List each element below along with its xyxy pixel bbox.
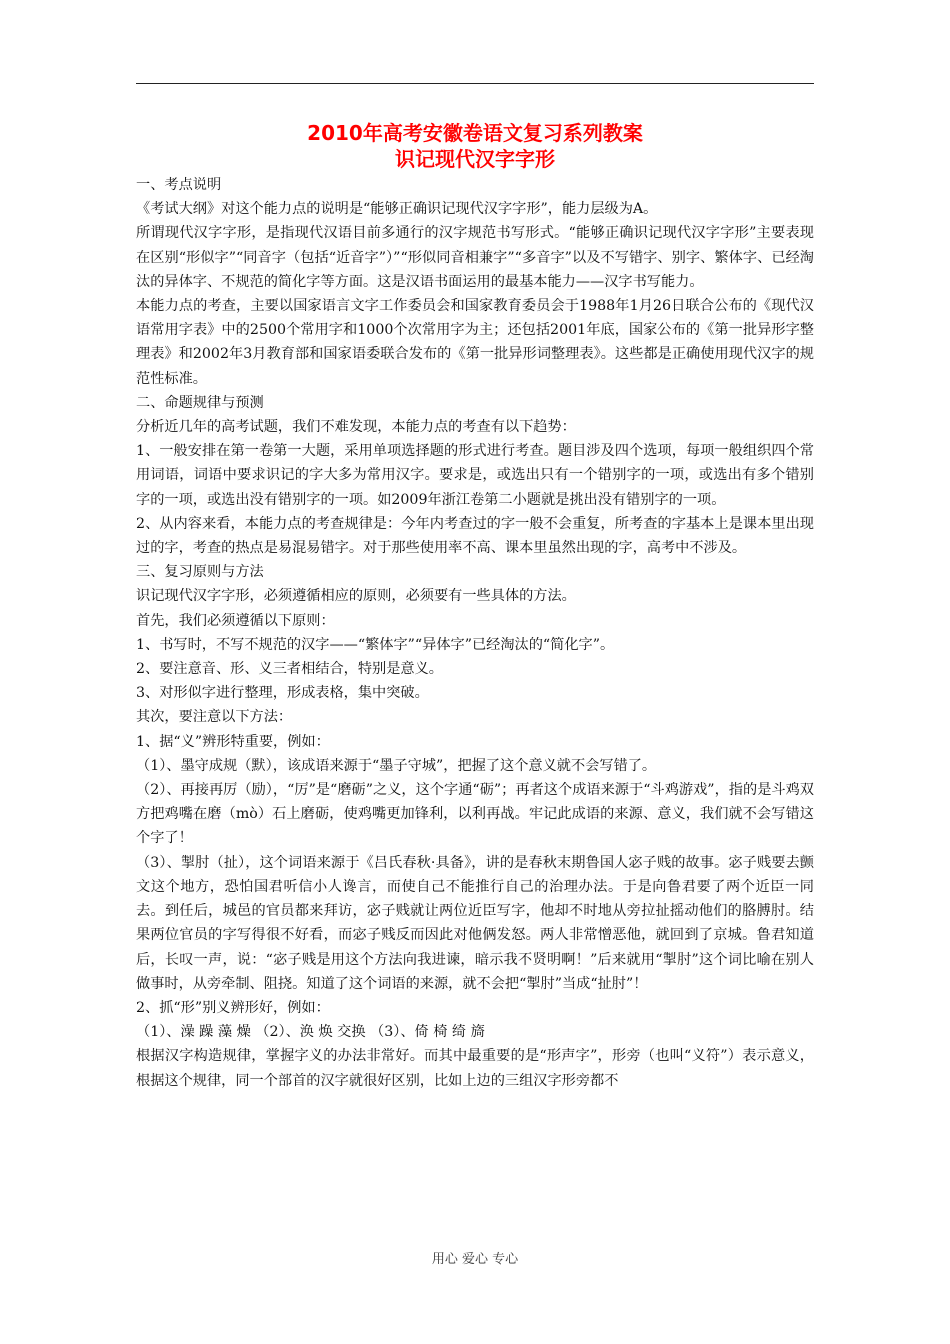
header-rule: [136, 83, 814, 84]
paragraph: 所谓现代汉字字形，是指现代汉语目前多通行的汉字规范书写形式。“能够正确识记现代汉字字形”主要表现在区别“形似字”“同音字（包括“近音字”）”“形似同音相兼字”“多音字”以及不写错字、别字、繁体字、已经淘汰的异体字、不规范的简化字等方面。这是汉语书面运用的最基本能力——汉字书写能力。: [136, 225, 814, 290]
page-footer: 用心 爱心 专心: [431, 1252, 519, 1267]
paragraph: 本能力点的考查，主要以国家语言文字工作委员会和国家教育委员会于1988年1月26日联合公布的《现代汉语常用字表》中的2500个常用字和1000个次常用字为主；还包括2001年底，国家公布的《第一批异形字整理表》和2002年3月教育部和国家语委联合发布的《第一批异形词整理表》。这些都是正确使用现代汉字的规范性标准。: [136, 298, 814, 387]
paragraph: 1、书写时，不写不规范的汉字——“繁体字”“异体字”已经淘汰的“简化字”。: [136, 636, 615, 653]
paragraph: 2、要注意音、形、义三者相结合，特别是意义。: [136, 661, 443, 678]
section-heading: 一、考点说明: [136, 177, 222, 193]
title-block: [136, 120, 814, 172]
paragraph: 根据汉字构造规律，掌握字义的办法非常好。而其中最重要的是“形声字”，形旁（也叫“义符”）表示意义，根据这个规律，同一个部首的汉字就很好区别，比如上边的三组汉字形旁都不: [136, 1048, 814, 1089]
section-heading: 三、复习原则与方法: [136, 564, 264, 581]
paragraph: 2、抓“形”别义辨形好，例如：: [136, 999, 330, 1016]
document-body: [136, 173, 814, 1093]
paragraph: 3、对形似字进行整理，形成表格，集中突破。: [136, 685, 429, 702]
doc-subtitle: 识记现代汉字字形: [395, 147, 555, 171]
paragraph: 首先，我们必须遵循以下原则：: [136, 612, 335, 629]
paragraph: 2、从内容来看，本能力点的考查规律是：今年内考查过的字一般不会重复，所考查的字基本上是课本里出现过的字，考查的热点是易混易错字。对于那些使用率不高、课本里虽然出现的字，高考中不涉及。: [136, 515, 814, 557]
paragraph: 《考试大纲》对这个能力点的说明是“能够正确识记现代汉字字形”，能力层级为A。: [136, 201, 658, 218]
paragraph: （1）、澡 躁 藻 燥 （2）、涣 焕 交换 （3）、倚 椅 绮 旖: [136, 1024, 485, 1041]
section-heading: 二、命题规律与预测: [136, 394, 264, 411]
paragraph: （2）、再接再厉（励），“厉”是“磨砺”之义，这个字通“砺”；再者这个成语来源于“斗鸡游戏”，指的是斗鸡双方把鸡嘴在磨（mò）石上磨砺，使鸡嘴更加锋利，以利再战。牢记此成语的来源、意义，我们就不会写错这个字了！: [136, 782, 814, 847]
paragraph: 1、一般安排在第一卷第一大题，采用单项选择题的形式进行考查。题目涉及四个选项，每项一般组织四个常用词语，词语中要求识记的字大多为常用汉字。要求是，或选出只有一个错别字的一项，或选出有多个错别字的一项，或选出没有错别字的一项。如2009年浙江卷第二小题就是挑出没有错别字的一项。: [136, 443, 814, 508]
paragraph: 其次，要注意以下方法：: [136, 709, 293, 726]
paragraph: 1、据“义”辨形特重要，例如：: [136, 733, 330, 750]
paragraph: 识记现代汉字字形，必须遵循相应的原则，必须要有一些具体的方法。: [136, 588, 576, 605]
paragraph: （3）、掣肘（扯），这个词语来源于《吕氏春秋·具备》，讲的是春秋末期鲁国人宓子贱的故事。宓子贱要去颤文这个地方，恐怕国君听信小人谗言，而使自己不能推行自己的治理办法。于是向鲁君要了两个近臣一同去。到任后，城邑的官员都来拜访，宓子贱就让两位近臣写字，他却不时地从旁拉扯摇动他们的胳膊肘。结果两位官员的字写得很不好看，而宓子贱反而因此对他俩发怒。两人非常憎恶他，就回到了京城。鲁君知道后，长叹一声，说：“宓子贱是用这个方法向我进谏，暗示我不贤明啊！”后来就用“掣肘”这个词比喻在别人做事时，从旁牵制、阻挠。知道了这个词语的来源，就不会把“掣肘”当成“扯肘”！: [136, 854, 814, 992]
paragraph: 分析近几年的高考试题，我们不难发现，本能力点的考查有以下趋势：: [136, 419, 576, 436]
paragraph: （1）、墨守成规（默），该成语来源于“墨子守城”，把握了这个意义就不会写错了。: [136, 757, 657, 774]
doc-title: 2010年高考安徽卷语文复习系列教案: [307, 121, 643, 145]
